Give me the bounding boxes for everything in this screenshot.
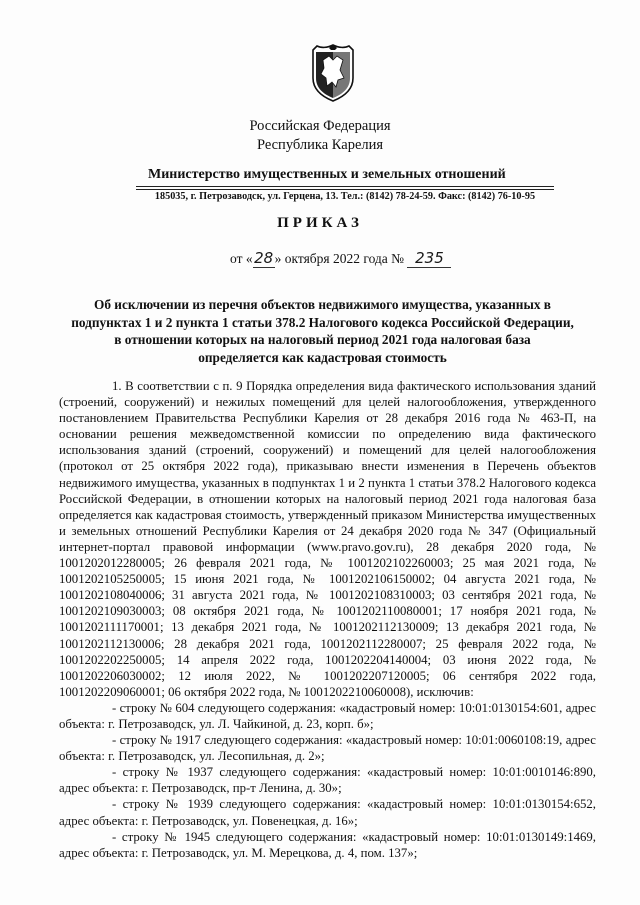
header-divider (136, 189, 554, 190)
order-body (59, 378, 596, 861)
order-title: ПРИКАЗ (277, 215, 363, 231)
subject-line: в отношении которых на налоговый период 2021 года налоговая база (114, 332, 531, 347)
header-divider (136, 186, 554, 187)
subject-line: подпунктах 1 и 2 пункта 1 статьи 378.2 Налогового кодекса Российской Федерации, (71, 314, 574, 330)
date-prefix: от « (230, 251, 253, 266)
ministry-name: Министерство имущественных и земельных отношений (148, 167, 506, 182)
list-item: - строку № 1917 следующего содержания: «кадастровый номер: 10:01:0060108:19, адрес объекта: г. Петрозаводск, ул. Лесопильная, д. 2»; (59, 733, 596, 764)
handwritten-order-number: 235 (407, 249, 451, 268)
handwritten-day: 28 (254, 249, 274, 267)
body-paragraph: 1. В соответствии с п. 9 Порядка определения вида фактического использования зданий (строений, сооружений) и нежилых помещений для целей налогообложения, утвержденного постановлением Правительства Республики Карелия от 28 декабря 2016 года № 463-П, на основании решения межведомственной комиссии по определению вида фактического использования зданий (строений, сооружений) и помещений для целей налогообложения (протокол от 25 октября 2022 года), приказываю внести изменения в Перечень объектов недвижимого имущества, указанных в подпунктах 1 и 2 пункта 1 статьи 378.2 Налогового кодекса Российской Федерации, в отношении которых на налоговый период 2021 года налоговая база определяется как кадастровая стоимость, утвержденный приказом Министерства имущественных и земельных отношений Республики Карелия от 24 декабря 2020 года № 347 (Официальный интернет-портал правовой информации (www.pravo.gov.ru), 28 декабря 2020 года, № 1001202012280005; 26 февраля 2021 года, № 1001202102260003; 25 мая 2021 года, № 1001202105250005; 15 июня 2021 года, № 1001202106150002; 04 августа 2021 года, № 1001202108040006; 31 августа 2021 года, № 1001202108310003; 03 сентября 2021 года, № 1001202109030003; 08 октября 2021 года, № 1001202110080001; 17 ноября 2021 года, № 1001202111170001; 13 декабря 2021 года, № 1001202112130009; 13 декабря 2021 года, № 1001202112130006; 28 декабря 2021 года, 1001202112280007; 25 февраля 2022 года, № 1001202202250005; 14 апреля 2022 года, 1001202204140004; 03 июня 2022 года, № 1001202206030002; 12 июля 2022, № 1001202207120005; 06 сентября 2022 года, 1001202209060001; 06 октября 2022 года, № 1001202210060008), исключив: (59, 379, 596, 699)
order-subject (60, 296, 585, 366)
date-middle: » октября 2022 года № (274, 251, 405, 266)
list-item: - строку № 604 следующего содержания: «кадастровый номер: 10:01:0130154:601, адрес объекта: г. Петрозаводск, ул. Л. Чайкиной, д. 23, корп. б»; (59, 700, 596, 731)
order-date-line (230, 249, 451, 268)
ministry-address: 185035, г. Петрозаводск, ул. Герцена, 13. Тел.: (8142) 78-24-59. Факс: (8142) 76-10-95 (154, 191, 536, 202)
list-item: - строку № 1937 следующего содержания: «кадастровый номер: 10:01:0010146:890, адрес объекта: г. Петрозаводск, пр-т Ленина, д. 30»; (59, 765, 596, 796)
country-name: Российская Федерация (249, 118, 391, 134)
coat-of-arms-icon (311, 44, 355, 102)
republic-name: Республика Карелия (256, 137, 384, 153)
list-item: - строку № 1945 следующего содержания: «кадастровый номер: 10:01:0130149:1469, адрес объекта: г. Петрозаводск, ул. М. Мерецкова, д. 4, пом. 137»; (59, 829, 596, 860)
subject-line: определяется как кадастровая стоимость (198, 349, 447, 365)
subject-line: Об исключении из перечня объектов недвижимого имущества, указанных в (93, 297, 551, 312)
list-item: - строку № 1939 следующего содержания: «кадастровый номер: 10:01:0130154:652, адрес объекта: г. Петрозаводск, ул. Повенецкая, д. 16»; (59, 797, 596, 828)
